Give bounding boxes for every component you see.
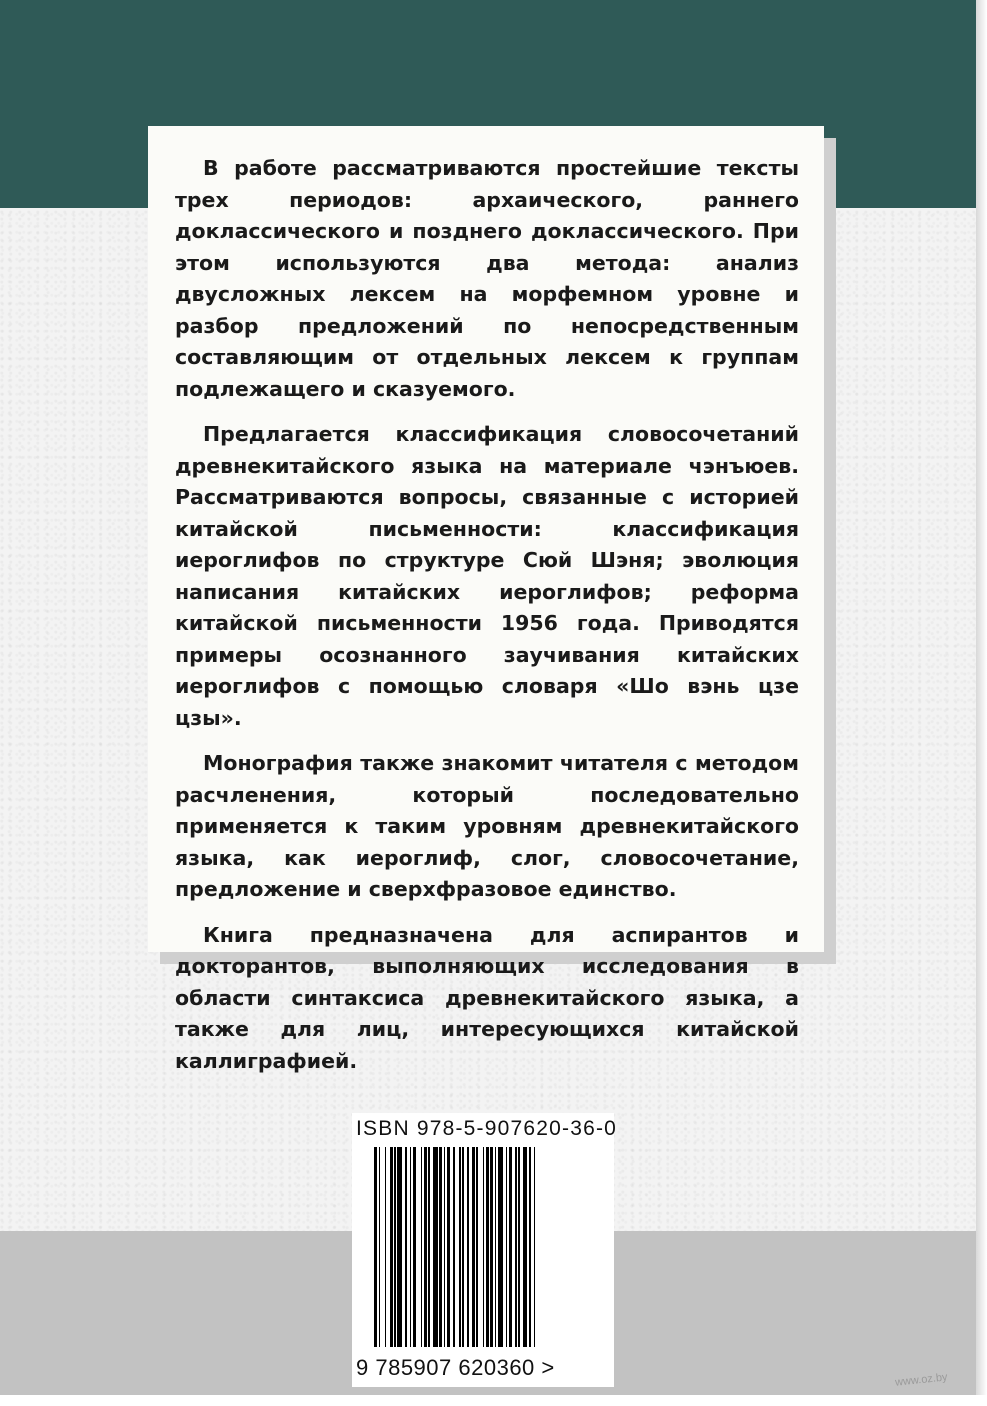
isbn-block bbox=[352, 1113, 618, 1387]
barcode-bar bbox=[523, 1147, 528, 1347]
barcode-bar bbox=[453, 1147, 455, 1347]
barcode-bar bbox=[483, 1147, 485, 1347]
barcode-bar bbox=[498, 1147, 503, 1347]
barcode-bar bbox=[467, 1147, 469, 1347]
annotation-paragraph-4: Книга предназначена для аспирантов и докторантов, выполняющих исследования в области синтаксиса древнекитайского языка, а также для лиц, интересующихся китайской каллиграфией. bbox=[175, 922, 799, 1073]
site-watermark: www.oz.by bbox=[894, 1371, 949, 1389]
barcode-bar bbox=[444, 1147, 446, 1347]
barcode-bar bbox=[421, 1147, 423, 1347]
barcode-bar bbox=[424, 1147, 427, 1347]
barcode-bar bbox=[439, 1147, 442, 1347]
barcode-bar bbox=[472, 1147, 475, 1347]
barcode-bar bbox=[405, 1147, 407, 1347]
barcode-bar bbox=[394, 1147, 396, 1347]
barcode-bar bbox=[410, 1147, 412, 1347]
barcode-bar bbox=[413, 1147, 416, 1347]
barcode-bar bbox=[374, 1147, 377, 1347]
barcode-bar bbox=[459, 1147, 461, 1347]
barcode-bar bbox=[506, 1147, 508, 1347]
barcode-bar bbox=[447, 1147, 450, 1347]
barcode-icon bbox=[374, 1147, 588, 1347]
barcode-bar bbox=[433, 1147, 438, 1347]
annotation-paragraph-1: В работе рассматриваются простейшие тексты трех периодов: архаического, раннего доклассического и позднего доклассического. При этом используются два метода: анализ двусложных лексем на морфемном уровне и разбор предложений по непосредственным составляющим от отдельных лексем к группам подлежащего и сказуемого. bbox=[175, 156, 799, 401]
barcode-bar bbox=[428, 1147, 430, 1347]
barcode-bar bbox=[490, 1147, 493, 1347]
annotation-paragraph-2: Предлагается классификация словосочетаний древнекитайского языка на материале чэнъюев. Рассматриваются вопросы, связанные с историей китайской письменности: классификация иероглифов по структуре Сюй Шэня; эволюция написания китайских иероглифов; реформа китайской письменности 1956 года. Приводятся примеры осознанного заучивания китайских иероглифов с помощью словаря «Шо вэнь цзе цзы». bbox=[175, 422, 799, 730]
barcode-bar bbox=[534, 1147, 536, 1347]
isbn-label: ISBN 978-5-907620-36-0 bbox=[356, 1117, 618, 1140]
barcode-bar bbox=[390, 1147, 393, 1347]
page-edge bbox=[976, 0, 987, 1395]
barcode-bar bbox=[462, 1147, 464, 1347]
barcode-bar bbox=[379, 1147, 381, 1347]
barcode-bar bbox=[385, 1147, 387, 1347]
barcode-bar bbox=[518, 1147, 520, 1347]
barcode-bar bbox=[509, 1147, 512, 1347]
barcode-bar bbox=[476, 1147, 478, 1347]
annotation-paragraph-3: Монография также знакомит читателя с методом расчленения, который последовательно применяется к таким уровням древнекитайского языка, как иероглиф, слог, словосочетание, предложение и сверхфразовое единство. bbox=[175, 751, 799, 901]
barcode-bar bbox=[495, 1147, 497, 1347]
barcode-digits: 9 785907 620360 > bbox=[356, 1355, 555, 1380]
barcode-bar bbox=[397, 1147, 402, 1347]
barcode-bar bbox=[515, 1147, 517, 1347]
annotation-panel bbox=[148, 126, 824, 1073]
barcode-bar bbox=[529, 1147, 531, 1347]
barcode-bar bbox=[486, 1147, 489, 1347]
